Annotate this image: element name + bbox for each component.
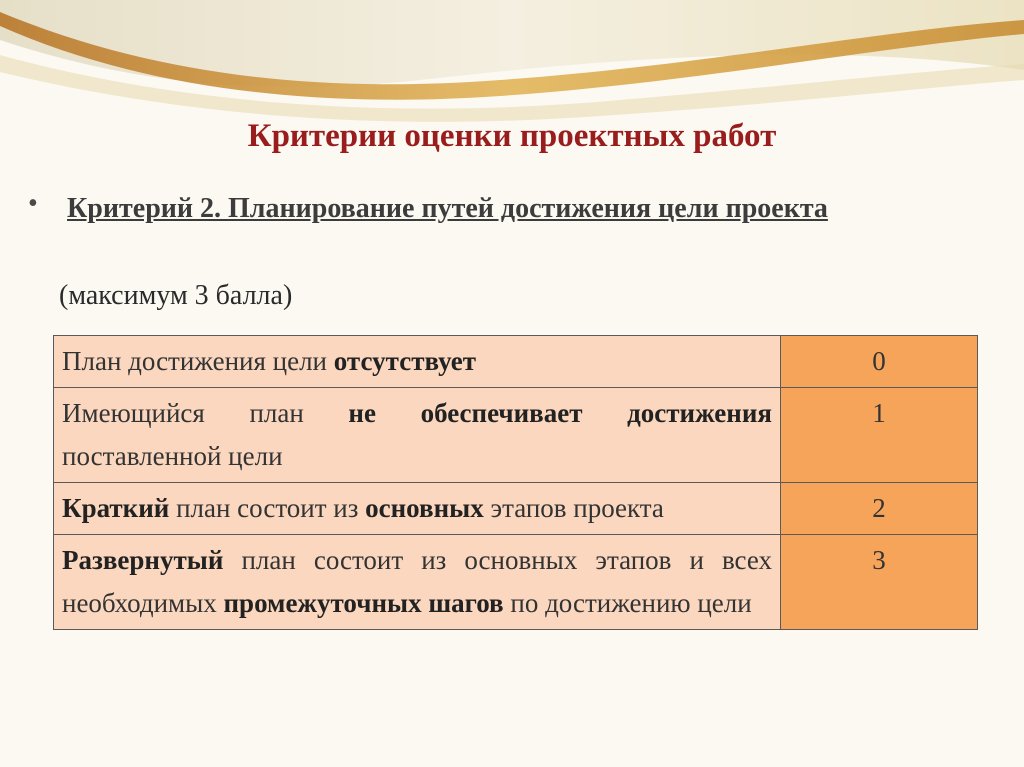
criterion-description: [54, 483, 781, 535]
description-text: Имеющийся план: [62, 398, 349, 428]
max-score-note: (максимум 3 балла): [59, 280, 293, 311]
emphasized-text: основных: [365, 493, 484, 523]
score-cell: 2: [781, 483, 978, 535]
emphasized-text: отсутствует: [333, 346, 477, 376]
score-cell: 0: [781, 336, 978, 388]
description-text: План достижения цели: [62, 346, 334, 376]
criterion-description: [54, 535, 781, 630]
description-text: поставленной цели: [62, 441, 283, 471]
bullet-point: •: [28, 188, 38, 219]
score-cell: 1: [781, 388, 978, 483]
emphasized-text: Краткий: [62, 493, 170, 523]
score-cell: 3: [781, 535, 978, 630]
criteria-table: [53, 335, 978, 630]
table-row: [54, 336, 978, 388]
criterion-heading: Критерий 2. Планирование путей достижения цели проекта: [67, 193, 828, 224]
emphasized-text: Развернутый: [62, 545, 224, 575]
criterion-description: [54, 336, 781, 388]
description-text: этапов проекта: [483, 493, 664, 523]
table-row: [54, 483, 978, 535]
table-row: [54, 388, 978, 483]
description-text: план состоит из основных этапов и всех необходимых: [62, 545, 772, 618]
emphasized-text: не обеспечивает достижения: [348, 398, 772, 428]
description-text: план состоит из: [169, 493, 366, 523]
description-text: по достижению цели: [503, 588, 752, 618]
slide-title: Критерии оценки проектных работ: [247, 118, 777, 154]
criterion-description: [54, 388, 781, 483]
emphasized-text: промежуточных шагов: [223, 588, 504, 618]
table-row: [54, 535, 978, 630]
